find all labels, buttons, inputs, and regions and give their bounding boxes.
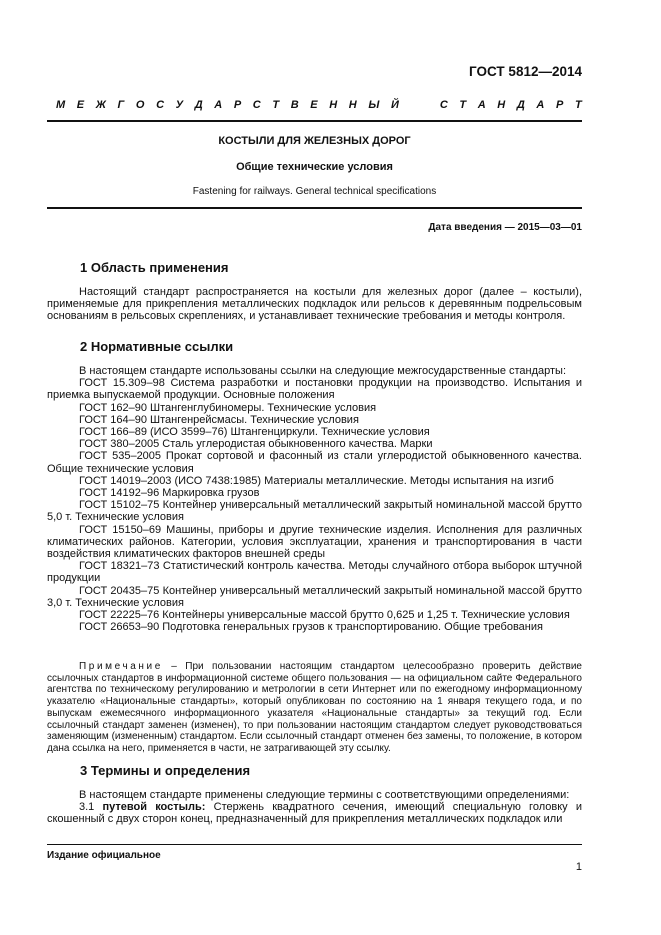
section-1-paragraph: Настоящий стандарт распространяется на костыли для железных дорог (далее – костыли), применяемые для прикрепления металлических подкладок или рельсов к деревянным подрельсовым основаниям в рельсовых скреплениях, и устанавливает технические требования и методы контроля. [47,286,582,323]
banner-letter: Т [459,99,467,111]
reference-item: ГОСТ 15102–75 Контейнер универсальный металлический закрытый номинальной массой брутто 5,0 т. Технические условия [47,499,582,524]
reference-item: ГОСТ 14019–2003 (ИСО 7438:1985) Материалы металлические. Методы испытания на изгиб [79,474,554,487]
section-3-intro: В настоящем стандарте применены следующие термины с соответствующими определениями: [79,789,570,801]
section-3-body [47,789,582,826]
banner-letter: А [477,99,486,111]
reference-item: ГОСТ 20435–75 Контейнер универсальный металлический закрытый номинальной массой брутто 3,0 т. Технические условия [47,584,582,609]
reference-item: ГОСТ 166–89 (ИСО 3599–76) Штангенциркули. Технические условия [79,426,430,439]
title-rule [47,207,582,209]
banner-letter: Й [390,99,399,111]
banner-letter: В [290,99,299,111]
section-1-heading: 1 Область применения [80,260,229,275]
section-2-body [47,365,582,633]
banner-letter: Р [233,99,242,111]
banner-letter: Е [310,99,318,111]
english-title: Fastening for railways. General technical specifications [192,186,437,197]
banner-letter: Н [329,99,338,111]
banner-letter: У [175,99,184,111]
page-number: 1 [575,861,582,873]
reference-item: ГОСТ 15150–69 Машины, приборы и другие технические изделия. Исполнения для различных климатических районов. Категории, условия эксплуатации, хранения и транспортирования в части воздействия климатических факторов внешней среды [47,523,582,561]
term-text: Стержень квадратного сечения, имеющий специальную головку и скошенный с двух сторон конец, предназначенный для прикрепления металлических подкладок или [47,801,582,826]
banner-letter: Т [574,99,582,111]
reference-item: ГОСТ 162–90 Штангенглубиномеры. Технические условия [79,401,377,414]
section-2-note [47,661,582,755]
banner-letter: Ы [368,99,380,111]
footer-rule [47,844,582,845]
document-title: КОСТЫЛИ ДЛЯ ЖЕЛЕЗНЫХ ДОРОГ [218,135,411,147]
note-label: Примечание [79,661,163,672]
banner-letter: Е [76,99,85,111]
reference-item: ГОСТ 380–2005 Сталь углеродистая обыкновенного качества. Марки [79,438,433,451]
standard-code: ГОСТ 5812—2014 [469,64,582,79]
banner-letter: Р [555,99,564,111]
banner-letter: Н [497,99,506,111]
reference-item: ГОСТ 18321–73 Статистический контроль качества. Методы случайного отбора выборок штучной продукции [47,560,582,585]
reference-item: ГОСТ 26653–90 Подготовка генеральных грузов к транспортированию. Общие требования [79,621,543,634]
banner-letter: С [252,99,261,111]
banner-letter [410,99,413,111]
reference-item: ГОСТ 15.309–98 Система разработки и постановки продукции на производство. Испытания и приемка выпускаемой продукции. Основные положения [47,377,582,402]
term-definition [47,801,582,825]
reference-item: ГОСТ 14192–96 Маркировка грузов [79,487,260,500]
reference-item: В настоящем стандарте использованы ссылки на следующие межгосударственные стандарты: [79,365,567,377]
reference-item: ГОСТ 22225–76 Контейнеры универсальные массой брутто 0,625 и 1,25 т. Технические условия [79,609,570,622]
section-1-body [47,286,582,323]
reference-item: ГОСТ 164–90 Штангенрейсмасы. Технические условия [79,413,359,426]
banner-letter: Д [194,99,203,111]
note-text: – При пользовании настоящим стандартом целесообразно проверить действие ссылочных стандартов в информационной системе общего пользования — на официальном сайте Федерального агентства по техническому регулированию и метрологии в сети Интернет или по ежегодному информационному указателю «Национальные стандарты», который опубликован по состоянию на 1 января текущего года, и по выпускам ежемесячного информационного указателя «Национальные стандарты» за текущий год. Если ссылочный стандарт заменен (изменен), то при пользовании настоящим стандартом следует руководствоваться заменяющим (измененным) стандартом. Если ссылочный стандарт отменен без замены, то положение, в котором дана ссылка на него, применяется в части, не затрагивающей эту ссылку. [47,661,582,754]
banner-letter: Т [272,99,280,111]
banner-letter: Н [348,99,357,111]
banner-letter: Г [117,99,125,111]
term-number: 3.1 [79,801,103,814]
header-rule [47,120,582,122]
banner-letter: С [439,99,448,111]
section-3-heading: 3 Термины и определения [80,763,251,778]
banner-letter: С [156,99,165,111]
interstate-standard-banner [56,99,582,111]
banner-letter: М [56,99,66,111]
reference-item: ГОСТ 535–2005 Прокат сортовой и фасонный из стали углеродистой обыкновенного качества. Общие технические условия [47,450,582,475]
banner-letter [425,99,428,111]
official-edition-label: Издание официальное [47,850,161,861]
document-subtitle: Общие технические условия [236,161,393,173]
term-name: путевой костыль: [102,801,206,814]
banner-letter: О [135,99,145,111]
banner-letter: А [536,99,545,111]
date-introduced: Дата введения — 2015—03—01 [428,222,582,233]
banner-letter: Д [516,99,525,111]
banner-letter: Ж [95,99,106,111]
note-paragraph [47,661,582,755]
banner-letter: А [214,99,223,111]
section-2-heading: 2 Нормативные ссылки [80,339,234,354]
